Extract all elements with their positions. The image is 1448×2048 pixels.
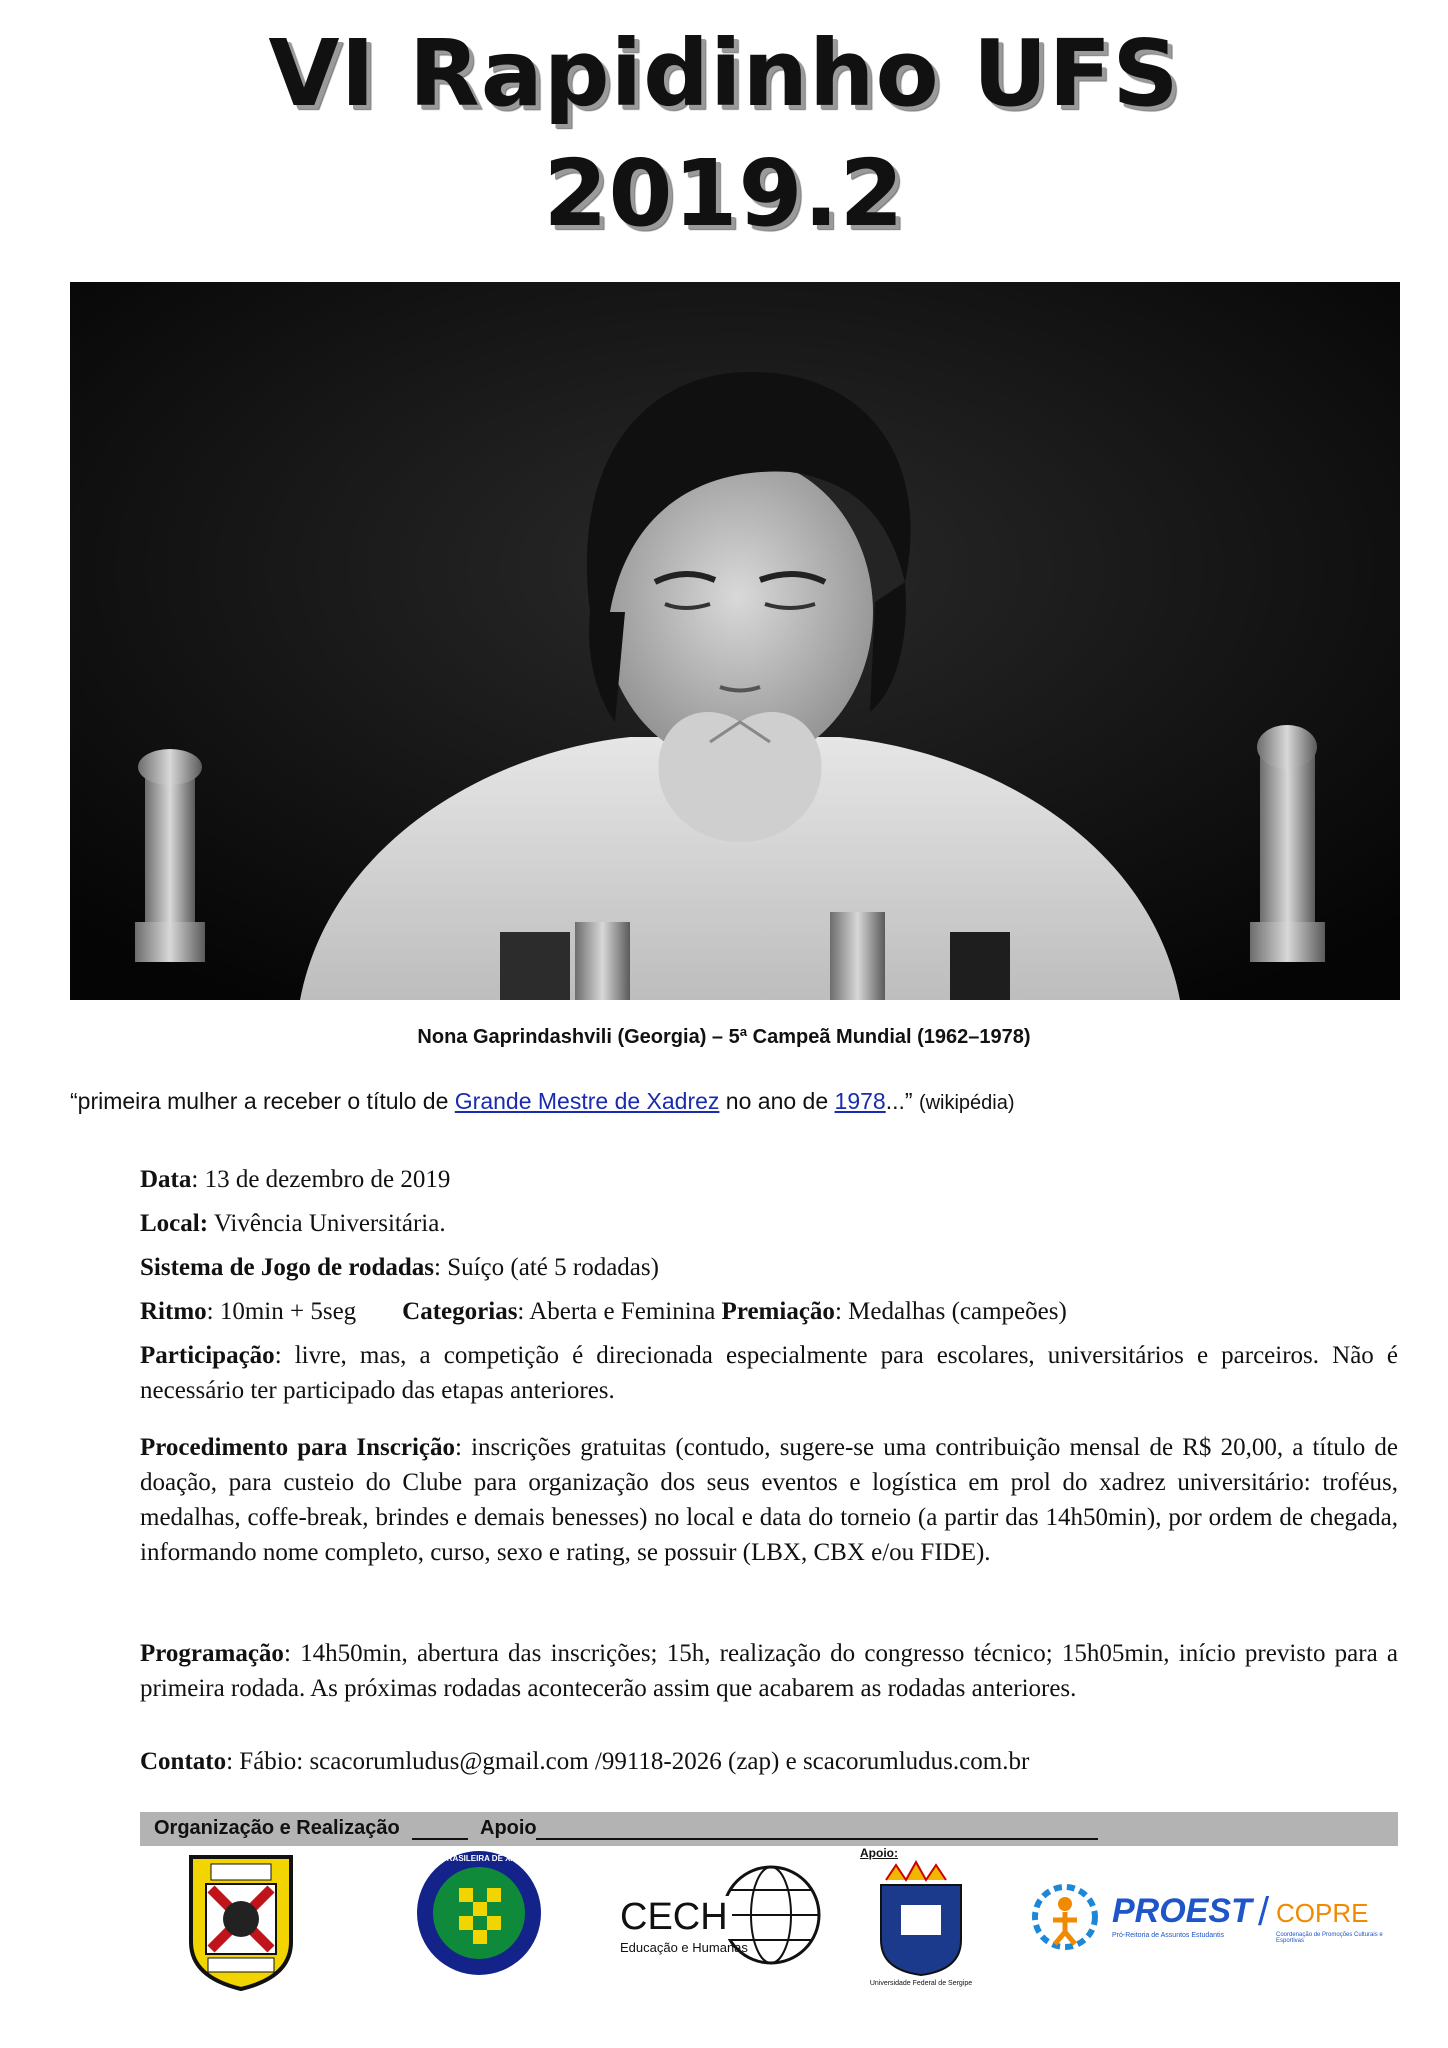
local-value: Vivência Universitária. <box>208 1210 446 1237</box>
contato-line <box>140 1744 1398 1779</box>
player-photo <box>70 282 1400 1000</box>
procedimento-label: Procedimento para Inscrição <box>140 1434 455 1461</box>
data-line <box>140 1162 1398 1197</box>
categorias-value: : Aberta e Feminina <box>517 1298 722 1325</box>
liga-text: LIGA BRASILEIRA DE XADREZ <box>419 1854 539 1863</box>
programacao-label: Programação <box>140 1640 284 1667</box>
participacao-paragraph <box>140 1338 1398 1408</box>
copre-name: COPRE <box>1276 1898 1369 1928</box>
participacao-value: : livre, mas, a competição é direcionada especialmente para escolares, universitários e parceiros. Não é necessário ter participado das etapas anteriores. <box>140 1342 1398 1404</box>
programacao-paragraph <box>140 1636 1398 1706</box>
proest-copre-logo <box>1020 1872 1400 1972</box>
wikipedia-quote <box>70 1088 1015 1115</box>
apoio-underline <box>536 1838 1098 1840</box>
apoio-small-label: Apoio: <box>860 1846 898 1860</box>
premiacao-label: Premiação <box>721 1298 835 1325</box>
liga-brasileira-logo <box>414 1848 544 1983</box>
apoio-label: Apoio <box>480 1817 537 1839</box>
contato-label: Contato <box>140 1748 227 1775</box>
sistema-line <box>140 1250 1398 1285</box>
local-label: Local: <box>140 1210 209 1237</box>
divider-slash: / <box>1258 1890 1270 1934</box>
contato-value: : Fábio: scacorumludus@gmail.com /99118-2026 (zap) e scacorumludus.com.br <box>226 1748 1030 1775</box>
club-shield-logo <box>186 1852 296 1997</box>
grande-mestre-link[interactable]: Grande Mestre de Xadrez <box>454 1088 720 1114</box>
sponsor-bar <box>140 1812 1398 1846</box>
proest-name: PROEST <box>1112 1892 1252 1930</box>
ritmo-label: Ritmo <box>140 1298 207 1325</box>
org-underline <box>412 1838 468 1840</box>
poster-title-line1: VI Rapidinho UFS <box>268 20 1180 127</box>
quote-text-2: no ano de <box>719 1088 835 1114</box>
data-value: : 13 de dezembro de 2019 <box>191 1166 451 1193</box>
sistema-label: Sistema de Jogo de rodadas <box>140 1254 435 1281</box>
premiacao-value: : Medalhas (campeões) <box>834 1298 1067 1325</box>
sistema-value: : Suíço (até 5 rodadas) <box>434 1254 659 1281</box>
cech-logo <box>616 1860 826 1980</box>
poster-title-line2: 2019.2 <box>543 140 905 247</box>
procedimento-paragraph <box>140 1430 1398 1570</box>
photo-caption: Nona Gaprindashvili (Georgia) – 5ª Campeã Mundial (1962–1978) <box>417 1026 1031 1048</box>
participacao-label: Participação <box>140 1342 275 1369</box>
copre-subtitle: Coordenação de Promoções Culturais e Esportivas <box>1276 1932 1383 1944</box>
org-label: Organização e Realização <box>154 1817 400 1839</box>
ritmo-line <box>140 1294 1398 1329</box>
data-label: Data <box>140 1166 192 1193</box>
programacao-value: : 14h50min, abertura das inscrições; 15h, realização do congresso técnico; 15h05min, início previsto para a primeira rodada. As próximas rodadas acontecerão assim que acabarem as rodadas anteriores. <box>140 1640 1398 1702</box>
ufs-logo <box>856 1846 986 1996</box>
cech-subtitle: Educação e Humanas <box>620 1940 748 1955</box>
ritmo-value: : 10min + 5seg <box>206 1298 357 1325</box>
categorias-label: Categorias <box>402 1298 518 1325</box>
local-line <box>140 1206 1398 1241</box>
cech-name: CECH <box>620 1896 732 1939</box>
ufs-name: Universidade Federal de Sergipe <box>869 1980 973 1987</box>
quote-source: (wikipédia) <box>918 1092 1015 1114</box>
quote-text-3: ...” <box>885 1088 919 1114</box>
quote-text-1: “primeira mulher a receber o título de <box>70 1088 455 1114</box>
proest-subtitle: Pró-Reitoria de Assuntos Estudantis <box>1112 1932 1225 1939</box>
year-1978-link[interactable]: 1978 <box>834 1088 886 1114</box>
procedimento-value: : inscrições gratuitas (contudo, sugere-se uma contribuição mensal de R$ 20,00, a título de doação, para custeio do Clube para organização dos seus eventos e logística em prol do xadrez universitário: troféus, medalhas, coffe-break, brindes e demais benesses) no local e data do torneio (a partir das 14h50min), por ordem de chegada, informando nome completo, curso, sexo e rating, se possuir (LBX, CBX e/ou FIDE). <box>140 1434 1398 1566</box>
